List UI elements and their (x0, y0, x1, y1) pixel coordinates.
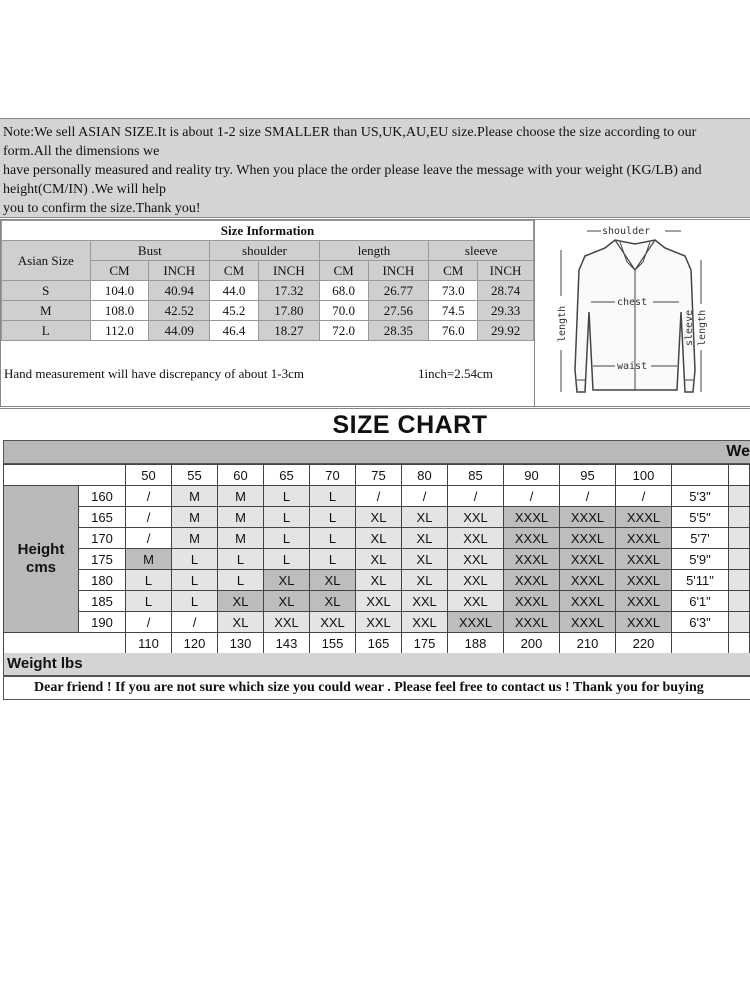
size-cell: L (264, 528, 310, 549)
size-cell: XL (264, 570, 310, 591)
size-cell: XXXL (616, 549, 672, 570)
size-value: 28.74 (478, 281, 534, 301)
unit-header: INCH (478, 261, 534, 281)
weight-kg-cell: 60 (218, 465, 264, 486)
size-cell: XXXL (560, 507, 616, 528)
size-cell: XL (218, 612, 264, 633)
unit-header: INCH (258, 261, 319, 281)
height-label-line: Height (17, 541, 65, 558)
height-ft-cell: 6'1" (672, 591, 729, 612)
size-cell: XL (310, 591, 356, 612)
weight-lbs-cell: 220 (616, 633, 672, 654)
size-cell: XXXL (504, 591, 560, 612)
size-cell: XXXL (616, 528, 672, 549)
height-cm-cell: 185 (79, 591, 126, 612)
size-cell: / (126, 612, 172, 633)
size-cell: XXL (448, 591, 504, 612)
weight-lbs-cell: 155 (310, 633, 356, 654)
size-cell: XL (402, 507, 448, 528)
size-cell: / (126, 528, 172, 549)
edge-cell (729, 549, 750, 570)
size-value: 44.0 (210, 281, 259, 301)
inch-conversion-note: 1inch=2.54cm (418, 366, 493, 381)
size-value: 40.94 (149, 281, 210, 301)
size-information-title: Size Information (2, 221, 534, 241)
weight-kg-cell: 80 (402, 465, 448, 486)
size-value: 44.09 (149, 321, 210, 341)
corner-cell (4, 633, 126, 654)
height-label (4, 486, 79, 633)
unit-header: CM (90, 261, 149, 281)
group-header-length: length (319, 241, 429, 261)
edge-cell (729, 507, 750, 528)
group-header-shoulder: shoulder (210, 241, 320, 261)
unit-header: CM (429, 261, 478, 281)
edge-cell (729, 570, 750, 591)
size-cell: XXXL (560, 549, 616, 570)
size-value: 46.4 (210, 321, 259, 341)
size-information-table (1, 220, 534, 341)
size-value: 72.0 (319, 321, 368, 341)
edge-cell (729, 591, 750, 612)
size-cell: XXL (448, 507, 504, 528)
size-chart-grid (3, 464, 750, 654)
size-cell: L (264, 507, 310, 528)
size-cell: / (448, 486, 504, 507)
height-ft-cell: 5'7' (672, 528, 729, 549)
size-cell: L (264, 486, 310, 507)
height-unit-line: cms (25, 559, 57, 576)
feet-footer-cell (672, 633, 729, 654)
size-value: 28.35 (368, 321, 429, 341)
size-cell: XXXL (504, 570, 560, 591)
height-ft-cell: 6'3" (672, 612, 729, 633)
note-line: Note:We sell ASIAN SIZE.It is about 1-2 size SMALLER than US,UK,AU,EU size.Please choose the size according to our (3, 125, 697, 140)
size-cell: XL (356, 549, 402, 570)
size-cell: XXXL (616, 591, 672, 612)
weight-lbs-cell: 200 (504, 633, 560, 654)
size-cell: / (616, 486, 672, 507)
height-row (4, 528, 750, 549)
size-cell: / (402, 486, 448, 507)
size-cell: L (310, 486, 356, 507)
height-cm-cell: 170 (79, 528, 126, 549)
size-cell: XXXL (504, 528, 560, 549)
weight-lbs-bar (3, 653, 750, 676)
size-cell: XL (402, 549, 448, 570)
size-cell: XXL (264, 612, 310, 633)
weight-kg-row (4, 465, 750, 486)
size-information-panel (0, 219, 535, 407)
note-line: have personally measured and reality try. When you place the order please leave the message with your weight (KG/LB) and (3, 163, 702, 178)
size-cell: / (560, 486, 616, 507)
size-cell: XXL (356, 612, 402, 633)
size-cell: XXL (402, 591, 448, 612)
size-note (0, 118, 750, 218)
size-cell: M (172, 507, 218, 528)
size-cell: / (126, 486, 172, 507)
size-value: 27.56 (368, 301, 429, 321)
size-value: 104.0 (90, 281, 149, 301)
sleeve-length-label: length (697, 309, 708, 346)
shoulder-label: shoulder (602, 226, 651, 237)
size-value: 42.52 (149, 301, 210, 321)
size-cell: XL (356, 570, 402, 591)
edge-cell (729, 465, 750, 486)
size-value: 45.2 (210, 301, 259, 321)
weight-lbs-cell: 210 (560, 633, 616, 654)
height-ft-cell: 5'11" (672, 570, 729, 591)
height-cm-cell: 160 (79, 486, 126, 507)
unit-header: CM (210, 261, 259, 281)
height-ft-cell: 5'5" (672, 507, 729, 528)
size-cell: XXXL (560, 528, 616, 549)
size-cell: XL (402, 528, 448, 549)
size-cell: / (356, 486, 402, 507)
weight-header-label: We (726, 443, 750, 460)
size-cell: L (172, 549, 218, 570)
height-row (4, 549, 750, 570)
size-cell: XXL (356, 591, 402, 612)
height-row (4, 570, 750, 591)
weight-lbs-cell: 120 (172, 633, 218, 654)
size-cell: M (172, 528, 218, 549)
size-value: 112.0 (90, 321, 149, 341)
group-header-bust: Bust (90, 241, 210, 261)
size-chart-title: SIZE CHART (332, 411, 488, 439)
size-value: 17.32 (258, 281, 319, 301)
edge-cell (729, 633, 750, 654)
height-row (4, 591, 750, 612)
size-cell: XXXL (616, 570, 672, 591)
size-cell: M (218, 507, 264, 528)
size-cell: M (218, 528, 264, 549)
height-row (4, 612, 750, 633)
weight-kg-cell: 90 (504, 465, 560, 486)
size-value: 68.0 (319, 281, 368, 301)
weight-kg-cell: 65 (264, 465, 310, 486)
size-cell: XXXL (560, 612, 616, 633)
size-cell: L (264, 549, 310, 570)
height-row (4, 507, 750, 528)
edge-cell (729, 612, 750, 633)
size-cell: M (126, 549, 172, 570)
height-cm-cell: 165 (79, 507, 126, 528)
waist-label: waist (617, 361, 648, 372)
size-cell: XL (402, 570, 448, 591)
size-value: 18.27 (258, 321, 319, 341)
size-cell: XXXL (504, 612, 560, 633)
size-label: M (2, 301, 91, 321)
note-line: height(CM/IN) .We will help (3, 182, 166, 197)
size-cell: XL (218, 591, 264, 612)
weight-lbs-cell: 188 (448, 633, 504, 654)
note-line: you to confirm the size.Thank you! (3, 201, 201, 216)
size-row (2, 321, 534, 341)
feet-header-cell (672, 465, 729, 486)
size-cell: M (172, 486, 218, 507)
contact-message: Dear friend ! If you are not sure which size you could wear . Please feel free to contact us ! Thank you for buying (34, 680, 704, 695)
height-row (4, 486, 750, 507)
size-value: 29.92 (478, 321, 534, 341)
weight-kg-cell: 85 (448, 465, 504, 486)
size-cell: M (218, 486, 264, 507)
weight-lbs-row (4, 633, 750, 654)
size-cell: L (172, 570, 218, 591)
size-cell: / (172, 612, 218, 633)
size-cell: XXXL (616, 612, 672, 633)
size-cell: XXXL (616, 507, 672, 528)
size-cell: L (172, 591, 218, 612)
edge-cell (729, 486, 750, 507)
weight-lbs-cell: 165 (356, 633, 402, 654)
size-row (2, 301, 534, 321)
size-cell: XXXL (560, 570, 616, 591)
size-cell: XXL (448, 570, 504, 591)
size-chart-header (0, 408, 750, 438)
weight-lbs-cell: 130 (218, 633, 264, 654)
size-value: 29.33 (478, 301, 534, 321)
size-cell: L (218, 570, 264, 591)
note-line: form.All the dimensions we (3, 144, 160, 159)
weight-kg-cell: 50 (126, 465, 172, 486)
size-row (2, 281, 534, 301)
weight-kg-cell: 70 (310, 465, 356, 486)
size-value: 74.5 (429, 301, 478, 321)
height-ft-cell: 5'3" (672, 486, 729, 507)
size-cell: XXXL (504, 549, 560, 570)
weight-kg-cell: 55 (172, 465, 218, 486)
contact-footer (3, 676, 750, 700)
weight-lbs-cell: 143 (264, 633, 310, 654)
weight-header-bar (3, 440, 750, 464)
size-cell: XXXL (448, 612, 504, 633)
size-value: 26.77 (368, 281, 429, 301)
shirt-measurement-diagram (535, 219, 750, 407)
size-cell: / (126, 507, 172, 528)
group-header-sleeve: sleeve (429, 241, 534, 261)
size-cell: XL (356, 528, 402, 549)
size-cell: XXL (448, 528, 504, 549)
hand-measurement-note: Hand measurement will have discrepancy of about 1-3cm (4, 366, 304, 381)
size-cell: XL (356, 507, 402, 528)
size-cell: XXXL (560, 591, 616, 612)
size-cell: XXL (402, 612, 448, 633)
size-cell: L (126, 591, 172, 612)
size-cell: XXL (448, 549, 504, 570)
unit-header: INCH (149, 261, 210, 281)
weight-kg-cell: 100 (616, 465, 672, 486)
size-value: 73.0 (429, 281, 478, 301)
weight-lbs-cell: 110 (126, 633, 172, 654)
weight-lbs-label: Weight lbs (7, 655, 83, 672)
weight-kg-cell: 75 (356, 465, 402, 486)
size-value: 17.80 (258, 301, 319, 321)
size-cell: XXL (310, 612, 356, 633)
length-label: length (557, 305, 568, 342)
chest-label: chest (617, 297, 648, 308)
size-cell: XXXL (504, 507, 560, 528)
height-cm-cell: 180 (79, 570, 126, 591)
unit-header: INCH (368, 261, 429, 281)
size-cell: XL (310, 570, 356, 591)
size-cell: L (310, 528, 356, 549)
size-value: 70.0 (319, 301, 368, 321)
asian-size-header: Asian Size (2, 241, 91, 281)
size-cell: XL (264, 591, 310, 612)
weight-kg-cell: 95 (560, 465, 616, 486)
height-ft-cell: 5'9" (672, 549, 729, 570)
edge-cell (729, 528, 750, 549)
sleeve-label: sleeve (684, 309, 695, 346)
size-cell: L (310, 549, 356, 570)
size-value: 108.0 (90, 301, 149, 321)
size-label: S (2, 281, 91, 301)
corner-cell (4, 465, 126, 486)
size-cell: / (504, 486, 560, 507)
size-cell: L (310, 507, 356, 528)
size-value: 76.0 (429, 321, 478, 341)
weight-lbs-cell: 175 (402, 633, 448, 654)
unit-header: CM (319, 261, 368, 281)
shirt-illustration (535, 220, 750, 406)
height-cm-cell: 190 (79, 612, 126, 633)
size-cell: L (218, 549, 264, 570)
size-cell: L (126, 570, 172, 591)
height-cm-cell: 175 (79, 549, 126, 570)
size-label: L (2, 321, 91, 341)
